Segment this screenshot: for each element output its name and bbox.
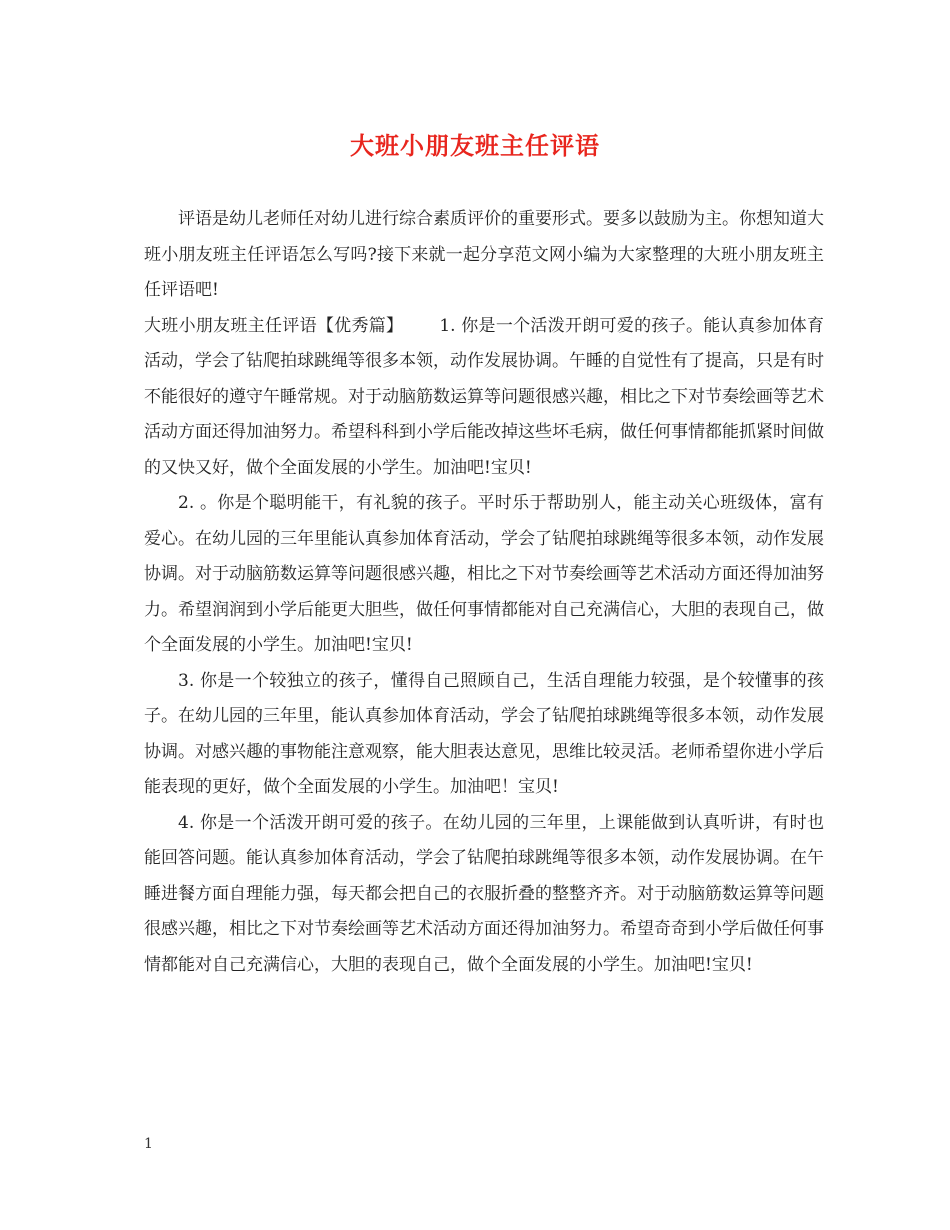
section-heading: 大班小朋友班主任评语【优秀篇】 [144,315,404,336]
intro-paragraph: 评语是幼儿老师任对幼儿进行综合素质评价的重要形式。要多以鼓励为主。你想知道大班小朋友班主任评语怎么写吗?接下来就一起分享范文网小编为大家整理的大班小朋友班主任评语吧! [144,209,824,300]
document-title: 大班小朋友班主任评语 [350,132,600,160]
document-body [144,202,824,983]
comment-item-2: 2. 。你是个聪明能干，有礼貌的孩子。平时乐于帮助别人，能主动关心班级体，富有爱心。在幼儿园的三年里能认真参加体育活动，学会了钻爬拍球跳绳等很多本领，动作发展协调。对于动脑筋数运算等问题很感兴趣，相比之下对节奏绘画等艺术活动方面还得加油努力。希望润润到小学后能更大胆些，做任何事情都能对自己充满信心，大胆的表现自己，做个全面发展的小学生。加油吧!宝贝! [144,493,824,655]
section-paragraph-1 [144,309,824,487]
comment-item-3: 3. 你是一个较独立的孩子，懂得自己照顾自己，生活自理能力较强，是个较懂事的孩子。在幼儿园的三年里，能认真参加体育活动，学会了钻爬拍球跳绳等很多本领，动作发展协调。对感兴趣的事物能注意观察，能大胆表达意见，思维比较灵活。老师希望你进小学后能表现的更好，做个全面发展的小学生。加油吧！宝贝! [144,670,824,797]
page-number: 1 [144,1136,153,1152]
comment-item-1: 1. 你是一个活泼开朗可爱的孩子。能认真参加体育活动，学会了钻爬拍球跳绳等很多本领，动作发展协调。午睡的自觉性有了提高，只是有时不能很好的遵守午睡常规。对于动脑筋数运算等问题很感兴趣，相比之下对节奏绘画等艺术活动方面还得加油努力。希望科科到小学后能改掉这些坏毛病，做任何事情都能抓紧时间做的又快又好，做个全面发展的小学生。加油吧!宝贝! [144,315,825,478]
comment-item-4: 4. 你是一个活泼开朗可爱的孩子。在幼儿园的三年里，上课能做到认真听讲，有时也能回答问题。能认真参加体育活动，学会了钻爬拍球跳绳等很多本领，动作发展协调。在午睡进餐方面自理能力强，每天都会把自己的衣服折叠的整整齐齐。对于动脑筋数运算等问题很感兴趣，相比之下对节奏绘画等艺术活动方面还得加油努力。希望奇奇到小学后做任何事情都能对自己充满信心，大胆的表现自己，做个全面发展的小学生。加油吧!宝贝! [144,812,824,975]
